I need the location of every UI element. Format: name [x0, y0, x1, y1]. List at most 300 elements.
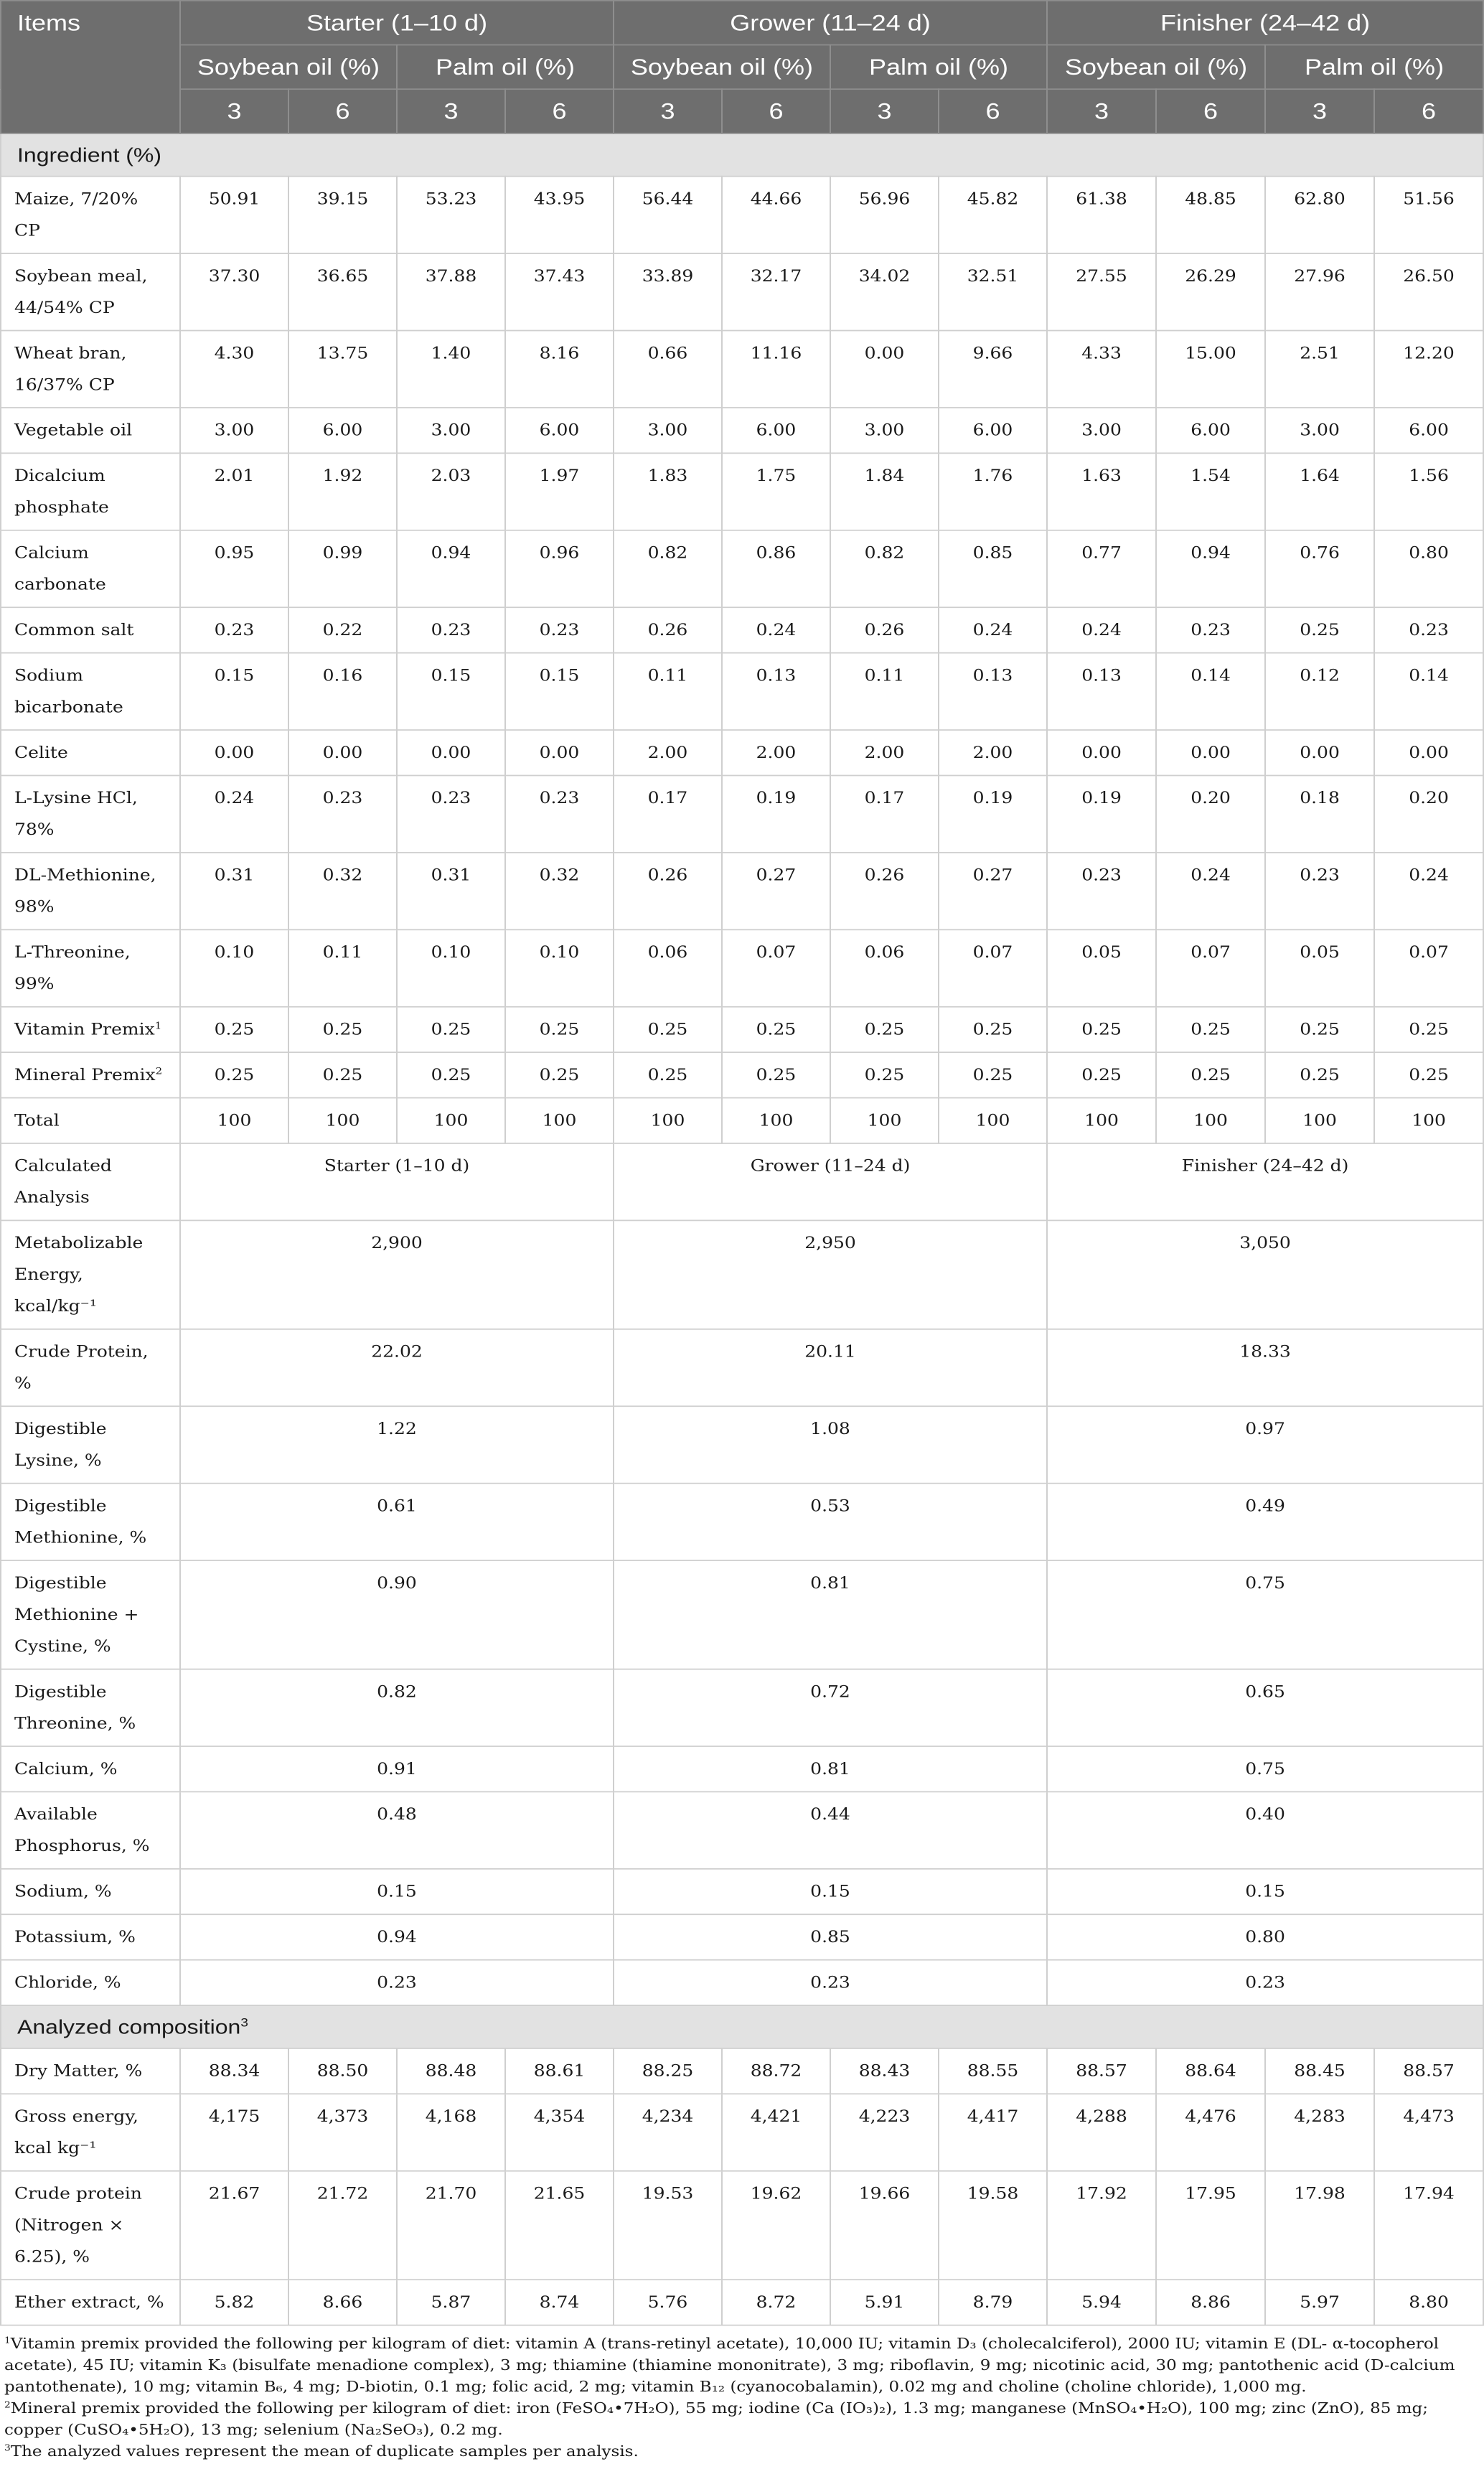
- value-cell: 0.25: [1265, 1052, 1374, 1097]
- value-cell: 88.61: [505, 2048, 614, 2094]
- value-cell: 2,900: [180, 1220, 614, 1329]
- value-cell: 0.25: [505, 1007, 614, 1052]
- value-cell: 0.25: [614, 1007, 722, 1052]
- value-cell: 0.94: [180, 1914, 614, 1959]
- value-cell: 8.72: [722, 2280, 830, 2325]
- row-label: [1, 2280, 180, 2325]
- table-row: [1, 2280, 1483, 2325]
- table-footnotes: [0, 2326, 1484, 2466]
- value-cell: 0.49: [1047, 1484, 1483, 1560]
- value-cell: 0.85: [939, 530, 1047, 607]
- value-cell: 0.86: [722, 530, 830, 607]
- level-header: 6: [1374, 89, 1483, 133]
- value-cell: 0.94: [397, 530, 505, 607]
- value-cell: 26.50: [1374, 253, 1483, 330]
- value-cell: 5.76: [614, 2280, 722, 2325]
- table-row: [1, 853, 1483, 929]
- value-cell: 27.55: [1047, 253, 1156, 330]
- value-cell: 56.96: [830, 177, 939, 253]
- value-cell: 2.00: [939, 730, 1047, 775]
- footnote: [4, 2441, 1481, 2463]
- footnote-text: Vitamin premix provided the following per kilogram of diet: vitamin A (trans-retinyl acetate), 10,000 IU; vitamin D₃ (cholecalciferol), 2000 IU; vitamin E (DL- α-tocopherol acetate), 45 IU; vitamin K₃ (bisulfate menadione complex), 3 mg; thiamine (thiamine mononitrate), 3 mg; riboflavin, 9 mg; nicotinic acid, 30 mg; pantothenic acid (D-calcium pantothenate), 10 mg; vitamin B₆, 4 mg; D-biotin, 0.1 mg; folic acid, 2 mg; vitamin B₁₂ (cyanocobalamin), 0.02 mg and choline (choline chloride), 1,000 mg.: [4, 2336, 1455, 2396]
- value-cell: 0.31: [180, 853, 288, 929]
- value-cell: 0.25: [397, 1052, 505, 1097]
- value-cell: 4,354: [505, 2094, 614, 2170]
- value-cell: 0.94: [1156, 530, 1265, 607]
- value-cell: 11.16: [722, 331, 830, 408]
- value-cell: 50.91: [180, 177, 288, 253]
- value-cell: 1.40: [397, 331, 505, 408]
- table-row: [1, 775, 1483, 852]
- value-cell: 0.23: [180, 1960, 614, 2005]
- calculated-analysis-rows: [1, 1220, 1483, 2005]
- table-row: [1, 1560, 1483, 1669]
- value-cell: 13.75: [288, 331, 397, 408]
- row-label: [1, 2171, 180, 2280]
- row-label-text: Vegetable oil: [14, 421, 133, 439]
- value-cell: 2.00: [830, 730, 939, 775]
- value-cell: 5.82: [180, 2280, 288, 2325]
- value-cell: 33.89: [614, 253, 722, 330]
- value-cell: 0.23: [180, 607, 288, 652]
- value-cell: 8.86: [1156, 2280, 1265, 2325]
- value-cell: 17.95: [1156, 2171, 1265, 2280]
- value-cell: 0.20: [1156, 775, 1265, 852]
- value-cell: 0.25: [397, 1007, 505, 1052]
- table-row: [1, 530, 1483, 607]
- oil-header-palm: Palm oil (%): [1265, 45, 1483, 90]
- value-cell: 0.07: [1374, 929, 1483, 1006]
- level-header: 3: [1047, 89, 1156, 133]
- value-cell: 0.13: [722, 653, 830, 730]
- value-cell: 3.00: [397, 408, 505, 453]
- value-cell: 32.51: [939, 253, 1047, 330]
- value-cell: 0.07: [1156, 929, 1265, 1006]
- calc-phase-finisher: Finisher (24–42 d): [1047, 1143, 1483, 1220]
- value-cell: 0.65: [1047, 1669, 1483, 1746]
- value-cell: 88.57: [1374, 2048, 1483, 2094]
- value-cell: 100: [1047, 1098, 1156, 1143]
- value-cell: 17.92: [1047, 2171, 1156, 2280]
- row-label-text: Ether extract, %: [14, 2292, 164, 2312]
- value-cell: 0.91: [180, 1746, 614, 1791]
- value-cell: 0.00: [1156, 730, 1265, 775]
- value-cell: 26.29: [1156, 253, 1265, 330]
- value-cell: 88.34: [180, 2048, 288, 2094]
- table-row: [1, 253, 1483, 330]
- value-cell: 0.00: [1047, 730, 1156, 775]
- value-cell: 0.23: [288, 775, 397, 852]
- table-row: [1, 408, 1483, 453]
- value-cell: 0.82: [180, 1669, 614, 1746]
- value-cell: 0.23: [1156, 607, 1265, 652]
- level-header: 3: [1265, 89, 1374, 133]
- level-header: 6: [939, 89, 1047, 133]
- table-row: [1, 1914, 1483, 1959]
- value-cell: 48.85: [1156, 177, 1265, 253]
- value-cell: 0.00: [288, 730, 397, 775]
- value-cell: 0.00: [180, 730, 288, 775]
- value-cell: 0.07: [939, 929, 1047, 1006]
- analyzed-composition-rows: [1, 2048, 1483, 2325]
- row-label-text: Celite: [14, 743, 68, 762]
- value-cell: 4.33: [1047, 331, 1156, 408]
- value-cell: 0.85: [614, 1914, 1047, 1959]
- value-cell: 21.72: [288, 2171, 397, 2280]
- value-cell: 5.87: [397, 2280, 505, 2325]
- level-header: 6: [288, 89, 397, 133]
- table-row: [1, 653, 1483, 730]
- value-cell: 0.00: [1265, 730, 1374, 775]
- value-cell: 4,476: [1156, 2094, 1265, 2170]
- row-label-text: Dicalcium phosphate: [14, 466, 109, 517]
- row-label: [1, 2048, 180, 2094]
- value-cell: 0.26: [830, 607, 939, 652]
- phase-header-starter: Starter (1–10 d): [180, 1, 614, 45]
- table-row: [1, 1052, 1483, 1097]
- value-cell: 0.77: [1047, 530, 1156, 607]
- value-cell: 6.00: [288, 408, 397, 453]
- section-title-analyzed-text: Analyzed composition: [17, 2015, 241, 2038]
- value-cell: 0.13: [1047, 653, 1156, 730]
- footnote-marker: 1: [154, 1019, 162, 1031]
- row-label-text: Sodium bicarbonate: [14, 666, 123, 716]
- value-cell: 0.07: [722, 929, 830, 1006]
- value-cell: 2.00: [722, 730, 830, 775]
- value-cell: 0.24: [1047, 607, 1156, 652]
- value-cell: 0.24: [722, 607, 830, 652]
- table-row: [1, 1484, 1483, 1560]
- value-cell: 0.23: [614, 1960, 1047, 2005]
- value-cell: 0.25: [1374, 1007, 1483, 1052]
- value-cell: 88.57: [1047, 2048, 1156, 2094]
- value-cell: 88.50: [288, 2048, 397, 2094]
- oil-header-soybean: Soybean oil (%): [180, 45, 397, 90]
- value-cell: 0.00: [397, 730, 505, 775]
- row-label: [1, 653, 180, 730]
- value-cell: 0.97: [1047, 1406, 1483, 1483]
- section-title-analyzed: [1, 2005, 1483, 2048]
- table-row: [1, 1329, 1483, 1406]
- value-cell: 88.43: [830, 2048, 939, 2094]
- value-cell: 0.23: [1047, 1960, 1483, 2005]
- value-cell: 3.00: [180, 408, 288, 453]
- calculated-analysis-header-row: [1, 1143, 1483, 1220]
- row-label: [1, 1220, 180, 1329]
- value-cell: 1.76: [939, 453, 1047, 530]
- value-cell: 3.00: [830, 408, 939, 453]
- value-cell: 0.19: [1047, 775, 1156, 852]
- value-cell: 20.11: [614, 1329, 1047, 1406]
- value-cell: 0.61: [180, 1484, 614, 1560]
- value-cell: 51.56: [1374, 177, 1483, 253]
- value-cell: 12.20: [1374, 331, 1483, 408]
- oil-header-palm: Palm oil (%): [830, 45, 1047, 90]
- value-cell: 0.14: [1374, 653, 1483, 730]
- value-cell: 0.17: [614, 775, 722, 852]
- table-row: [1, 331, 1483, 408]
- value-cell: 100: [939, 1098, 1047, 1143]
- table-row: [1, 1746, 1483, 1791]
- row-label: [1, 177, 180, 253]
- value-cell: 0.13: [939, 653, 1047, 730]
- value-cell: 0.23: [397, 775, 505, 852]
- value-cell: 0.22: [288, 607, 397, 652]
- value-cell: 61.38: [1047, 177, 1156, 253]
- value-cell: 9.66: [939, 331, 1047, 408]
- value-cell: 19.66: [830, 2171, 939, 2280]
- value-cell: 0.15: [180, 653, 288, 730]
- value-cell: 2.00: [614, 730, 722, 775]
- row-label-text: Digestible Methionine + Cystine, %: [14, 1573, 139, 1656]
- footnote: [4, 2398, 1481, 2441]
- value-cell: 88.48: [397, 2048, 505, 2094]
- table-row: [1, 929, 1483, 1006]
- value-cell: 4,417: [939, 2094, 1047, 2170]
- value-cell: 8.74: [505, 2280, 614, 2325]
- value-cell: 0.25: [1265, 607, 1374, 652]
- value-cell: 3.00: [1265, 408, 1374, 453]
- calc-phase-starter: Starter (1–10 d): [180, 1143, 614, 1220]
- value-cell: 4,288: [1047, 2094, 1156, 2170]
- value-cell: 1.56: [1374, 453, 1483, 530]
- row-label-text: Crude protein (Nitrogen × 6.25), %: [14, 2184, 142, 2266]
- value-cell: 6.00: [1374, 408, 1483, 453]
- row-label: [1, 1098, 180, 1143]
- value-cell: 27.96: [1265, 253, 1374, 330]
- table-row: [1, 2094, 1483, 2170]
- value-cell: 0.31: [397, 853, 505, 929]
- section-row-analyzed: [1, 2005, 1483, 2048]
- value-cell: 6.00: [505, 408, 614, 453]
- value-cell: 0.11: [614, 653, 722, 730]
- value-cell: 100: [614, 1098, 722, 1143]
- value-cell: 21.67: [180, 2171, 288, 2280]
- row-label-text: Wheat bran, 16/37% CP: [14, 344, 127, 394]
- value-cell: 0.23: [1047, 853, 1156, 929]
- table-row: [1, 2048, 1483, 2094]
- value-cell: 0.75: [1047, 1746, 1483, 1791]
- value-cell: 0.66: [614, 331, 722, 408]
- value-cell: 0.25: [722, 1007, 830, 1052]
- value-cell: 17.98: [1265, 2171, 1374, 2280]
- value-cell: 100: [288, 1098, 397, 1143]
- value-cell: 0.16: [288, 653, 397, 730]
- value-cell: 8.79: [939, 2280, 1047, 2325]
- row-label: [1, 1329, 180, 1406]
- value-cell: 0.26: [614, 607, 722, 652]
- row-label-text: Dry Matter, %: [14, 2061, 143, 2080]
- value-cell: 100: [397, 1098, 505, 1143]
- value-cell: 0.25: [939, 1052, 1047, 1097]
- value-cell: 0.53: [614, 1484, 1047, 1560]
- level-header: 3: [830, 89, 939, 133]
- value-cell: 3,050: [1047, 1220, 1483, 1329]
- value-cell: 18.33: [1047, 1329, 1483, 1406]
- value-cell: 44.66: [722, 177, 830, 253]
- value-cell: 34.02: [830, 253, 939, 330]
- section-title-ingredient: Ingredient (%): [1, 133, 1483, 177]
- row-label-text: Total: [14, 1111, 60, 1130]
- value-cell: 19.62: [722, 2171, 830, 2280]
- row-label-text: Soybean meal, 44/54% CP: [14, 266, 148, 317]
- value-cell: 1.92: [288, 453, 397, 530]
- value-cell: 4,421: [722, 2094, 830, 2170]
- table-row: [1, 1098, 1483, 1143]
- row-label-text: Vitamin Premix: [14, 1020, 155, 1039]
- value-cell: 0.48: [180, 1791, 614, 1868]
- value-cell: 0.15: [397, 653, 505, 730]
- footnote-marker: 3: [240, 2016, 248, 2030]
- value-cell: 0.15: [505, 653, 614, 730]
- row-label: [1, 1007, 180, 1052]
- value-cell: 0.00: [505, 730, 614, 775]
- row-label: [1, 929, 180, 1006]
- value-cell: 8.66: [288, 2280, 397, 2325]
- footnote-marker: 1: [4, 2336, 11, 2346]
- row-label: [1, 1669, 180, 1746]
- value-cell: 37.30: [180, 253, 288, 330]
- value-cell: 0.32: [505, 853, 614, 929]
- footnote-marker: 3: [4, 2442, 11, 2453]
- row-label: [1, 1406, 180, 1483]
- value-cell: 5.94: [1047, 2280, 1156, 2325]
- value-cell: 15.00: [1156, 331, 1265, 408]
- row-label: [1, 1746, 180, 1791]
- value-cell: 0.00: [830, 331, 939, 408]
- ingredient-rows: [1, 177, 1483, 1143]
- value-cell: 88.64: [1156, 2048, 1265, 2094]
- row-label: [1, 530, 180, 607]
- value-cell: 22.02: [180, 1329, 614, 1406]
- value-cell: 0.23: [1265, 853, 1374, 929]
- value-cell: 3.00: [614, 408, 722, 453]
- value-cell: 88.25: [614, 2048, 722, 2094]
- value-cell: 4,168: [397, 2094, 505, 2170]
- value-cell: 19.53: [614, 2171, 722, 2280]
- value-cell: 0.27: [939, 853, 1047, 929]
- value-cell: 100: [722, 1098, 830, 1143]
- row-label: [1, 1052, 180, 1097]
- value-cell: 0.81: [614, 1560, 1047, 1669]
- row-label: [1, 775, 180, 852]
- oil-header-soybean: Soybean oil (%): [1047, 45, 1265, 90]
- value-cell: 0.10: [180, 929, 288, 1006]
- value-cell: 0.95: [180, 530, 288, 607]
- row-label: [1, 1869, 180, 1914]
- row-label: [1, 1960, 180, 2005]
- value-cell: 1.83: [614, 453, 722, 530]
- value-cell: 0.25: [1374, 1052, 1483, 1097]
- value-cell: 0.25: [939, 1007, 1047, 1052]
- table-row: [1, 1669, 1483, 1746]
- value-cell: 0.05: [1265, 929, 1374, 1006]
- value-cell: 45.82: [939, 177, 1047, 253]
- value-cell: 0.24: [1156, 853, 1265, 929]
- value-cell: 62.80: [1265, 177, 1374, 253]
- value-cell: 0.15: [614, 1869, 1047, 1914]
- value-cell: 0.11: [288, 929, 397, 1006]
- level-header: 3: [180, 89, 288, 133]
- row-label: [1, 253, 180, 330]
- value-cell: 19.58: [939, 2171, 1047, 2280]
- row-label-text: Crude Protein, %: [14, 1342, 149, 1392]
- value-cell: 8.80: [1374, 2280, 1483, 2325]
- value-cell: 36.65: [288, 253, 397, 330]
- value-cell: 4,373: [288, 2094, 397, 2170]
- value-cell: 4,283: [1265, 2094, 1374, 2170]
- value-cell: 17.94: [1374, 2171, 1483, 2280]
- value-cell: 0.80: [1374, 530, 1483, 607]
- value-cell: 2.51: [1265, 331, 1374, 408]
- value-cell: 0.76: [1265, 530, 1374, 607]
- value-cell: 0.23: [505, 775, 614, 852]
- value-cell: 21.65: [505, 2171, 614, 2280]
- value-cell: 0.14: [1156, 653, 1265, 730]
- value-cell: 56.44: [614, 177, 722, 253]
- value-cell: 53.23: [397, 177, 505, 253]
- value-cell: 0.27: [722, 853, 830, 929]
- value-cell: 0.82: [830, 530, 939, 607]
- row-label-text: Sodium, %: [14, 1882, 112, 1901]
- value-cell: 0.20: [1374, 775, 1483, 852]
- value-cell: 4,234: [614, 2094, 722, 2170]
- value-cell: 0.26: [830, 853, 939, 929]
- value-cell: 0.23: [1374, 607, 1483, 652]
- value-cell: 37.88: [397, 253, 505, 330]
- table-row: [1, 1220, 1483, 1329]
- footnote-text: The analyzed values represent the mean of duplicate samples per analysis.: [10, 2443, 639, 2460]
- row-label-text: Maize, 7/20% CP: [14, 189, 138, 240]
- row-label: [1, 453, 180, 530]
- value-cell: 0.25: [614, 1052, 722, 1097]
- value-cell: 0.24: [1374, 853, 1483, 929]
- row-label: [1, 2094, 180, 2170]
- oil-header-palm: Palm oil (%): [397, 45, 614, 90]
- value-cell: 0.23: [397, 607, 505, 652]
- value-cell: 0.11: [830, 653, 939, 730]
- row-label-text: L-Lysine HCl, 78%: [14, 788, 138, 839]
- value-cell: 0.25: [288, 1052, 397, 1097]
- value-cell: 32.17: [722, 253, 830, 330]
- value-cell: 6.00: [1156, 408, 1265, 453]
- calculated-analysis-label: Calculated Analysis: [1, 1143, 180, 1220]
- value-cell: 0.26: [614, 853, 722, 929]
- value-cell: 2,950: [614, 1220, 1047, 1329]
- value-cell: 21.70: [397, 2171, 505, 2280]
- value-cell: 4,223: [830, 2094, 939, 2170]
- value-cell: 0.19: [939, 775, 1047, 852]
- value-cell: 37.43: [505, 253, 614, 330]
- value-cell: 0.96: [505, 530, 614, 607]
- value-cell: 0.19: [722, 775, 830, 852]
- value-cell: 5.97: [1265, 2280, 1374, 2325]
- value-cell: 0.25: [1156, 1007, 1265, 1052]
- value-cell: 0.81: [614, 1746, 1047, 1791]
- value-cell: 4.30: [180, 331, 288, 408]
- value-cell: 8.16: [505, 331, 614, 408]
- value-cell: 0.18: [1265, 775, 1374, 852]
- value-cell: 3.00: [1047, 408, 1156, 453]
- row-label-text: Digestible Threonine, %: [14, 1682, 136, 1733]
- value-cell: 0.24: [180, 775, 288, 852]
- value-cell: 0.82: [614, 530, 722, 607]
- value-cell: 1.75: [722, 453, 830, 530]
- row-label: [1, 331, 180, 408]
- value-cell: 0.44: [614, 1791, 1047, 1868]
- row-label-text: Digestible Methionine, %: [14, 1496, 147, 1547]
- footnote: [4, 2333, 1481, 2398]
